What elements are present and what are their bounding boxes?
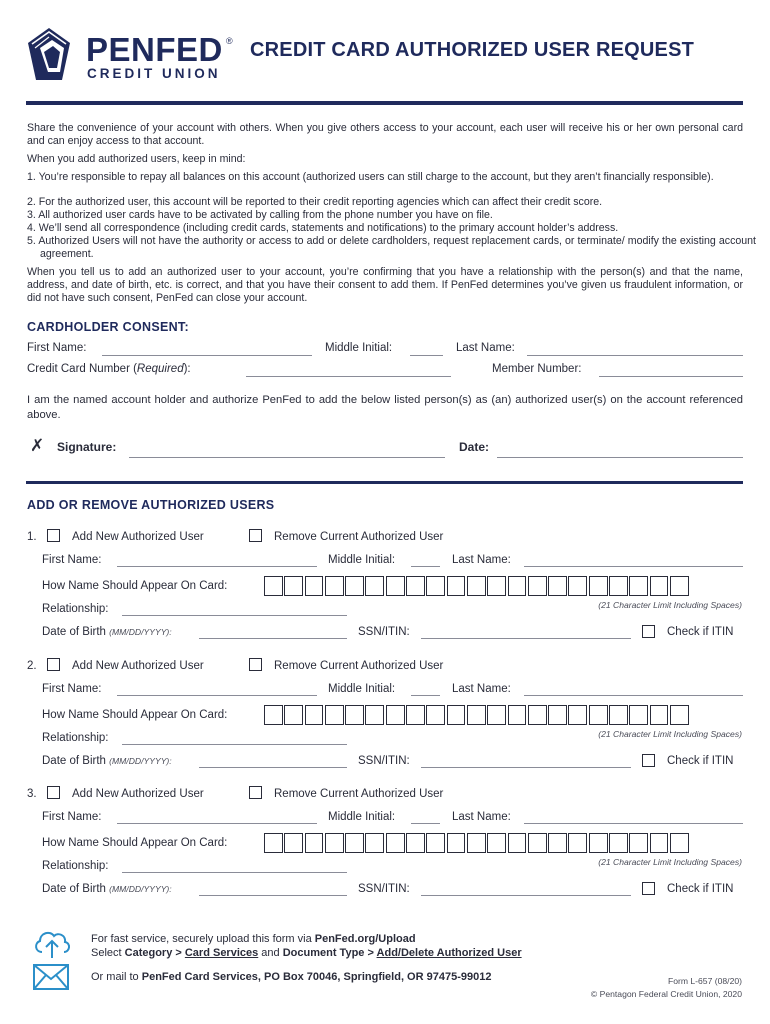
ssn-label: SSN/ITIN: <box>358 883 410 895</box>
mail-instruction: Or mail to PenFed Card Services, PO Box 70046, Springfield, OR 97475-99012 <box>91 971 492 983</box>
card-name-boxes <box>264 705 690 725</box>
char-box[interactable] <box>264 576 283 596</box>
char-box[interactable] <box>264 833 283 853</box>
char-limit-note: (21 Character Limit Including Spaces) <box>598 857 742 867</box>
char-box[interactable] <box>508 833 527 853</box>
char-box[interactable] <box>487 576 506 596</box>
page-title: CREDIT CARD AUTHORIZED USER REQUEST <box>250 39 695 61</box>
char-box[interactable] <box>386 833 405 853</box>
char-box[interactable] <box>447 576 466 596</box>
first-name-label: First Name: <box>27 342 87 354</box>
dob-label: Date of Birth (MM/DD/YYYY): <box>42 883 172 895</box>
date-field[interactable] <box>497 457 743 458</box>
char-box[interactable] <box>589 576 608 596</box>
char-box[interactable] <box>528 576 547 596</box>
logo-subtitle: CREDIT UNION <box>87 66 221 81</box>
sign-here-icon: ✗ <box>30 436 45 455</box>
logo-wordmark: PENFED <box>86 31 223 68</box>
first-name-field[interactable] <box>117 823 317 824</box>
first-name-field[interactable] <box>102 355 312 356</box>
char-box[interactable] <box>426 705 445 725</box>
char-box[interactable] <box>345 833 364 853</box>
first-name-field[interactable] <box>117 695 317 696</box>
penfed-logo-icon <box>26 26 72 82</box>
authorized-users-heading: ADD OR REMOVE AUTHORIZED USERS <box>27 498 275 512</box>
char-box[interactable] <box>447 833 466 853</box>
upload-cloud-icon <box>32 926 72 960</box>
list-item: 2. For the authorized user, this account will be reported to their credit reporting agencies which can affect their credit score. <box>27 196 603 208</box>
logo-registered: ® <box>226 36 233 46</box>
dob-label: Date of Birth (MM/DD/YYYY): <box>42 755 172 767</box>
char-box[interactable] <box>406 833 425 853</box>
remove-user-checkbox[interactable] <box>249 658 262 671</box>
signature-field[interactable] <box>129 457 445 458</box>
middle-initial-label: Middle Initial: <box>328 811 396 823</box>
char-box[interactable] <box>325 705 344 725</box>
char-box[interactable] <box>365 833 384 853</box>
add-user-checkbox[interactable] <box>47 529 60 542</box>
char-box[interactable] <box>467 833 486 853</box>
char-box[interactable] <box>650 705 669 725</box>
list-item: 3. All authorized user cards have to be activated by calling from the phone number you have on file. <box>27 209 493 221</box>
char-box[interactable] <box>365 705 384 725</box>
intro-keep-in-mind: When you add authorized users, keep in mind: <box>27 153 246 165</box>
char-box[interactable] <box>548 705 567 725</box>
user-number: 2. <box>27 660 37 672</box>
middle-initial-field[interactable] <box>410 355 443 356</box>
middle-initial-label: Middle Initial: <box>328 554 396 566</box>
char-box[interactable] <box>609 833 628 853</box>
char-box[interactable] <box>284 705 303 725</box>
intro-consent-paragraph: When you tell us to add an authorized user to your account, you’re confirming that you have a relationship with the person(s) and that the name, address, and date of birth, etc. is correct, and that you have their consent to add them. If PenFed determines you’ve given us fraudulent information, or did not have such consent, PenFed can close your account. <box>27 266 743 304</box>
date-label: Date: <box>459 440 490 454</box>
last-name-field[interactable] <box>527 355 743 356</box>
card-name-label: How Name Should Appear On Card: <box>42 837 228 849</box>
char-box[interactable] <box>325 576 344 596</box>
char-box[interactable] <box>609 705 628 725</box>
char-box[interactable] <box>426 576 445 596</box>
middle-initial-field[interactable] <box>411 823 440 824</box>
last-name-label: Last Name: <box>456 342 515 354</box>
char-box[interactable] <box>386 705 405 725</box>
first-name-field[interactable] <box>117 566 317 567</box>
char-box[interactable] <box>345 576 364 596</box>
middle-initial-label: Middle Initial: <box>328 683 396 695</box>
dob-field[interactable] <box>199 767 347 768</box>
card-number-label: Credit Card Number (Required): <box>27 363 191 375</box>
char-box[interactable] <box>589 705 608 725</box>
last-name-label: Last Name: <box>452 554 511 566</box>
authorization-statement: I am the named account holder and authorize PenFed to add the below listed person(s) as (an) authorized user(s) on the account referenced above. <box>27 394 743 421</box>
char-box[interactable] <box>609 576 628 596</box>
list-item: 1. You’re responsible to repay all balances on this account (authorized users can still charge to the account, but they aren’t financially responsible). <box>27 171 714 183</box>
char-box[interactable] <box>650 576 669 596</box>
upload-link[interactable]: PenFed.org/Upload <box>314 933 416 945</box>
relationship-label: Relationship: <box>42 603 109 615</box>
char-box[interactable] <box>548 576 567 596</box>
user-number: 3. <box>27 788 37 800</box>
first-name-label: First Name: <box>42 811 102 823</box>
relationship-label: Relationship: <box>42 860 109 872</box>
itin-label: Check if ITIN <box>667 626 734 638</box>
ssn-field[interactable] <box>421 638 631 639</box>
card-number-field[interactable] <box>246 376 451 377</box>
last-name-field[interactable] <box>524 566 743 567</box>
card-name-boxes <box>264 833 690 853</box>
card-name-label: How Name Should Appear On Card: <box>42 580 228 592</box>
char-box[interactable] <box>426 833 445 853</box>
char-box[interactable] <box>528 705 547 725</box>
signature-label: Signature: <box>57 440 117 454</box>
char-box[interactable] <box>325 833 344 853</box>
char-box[interactable] <box>305 833 324 853</box>
relationship-field[interactable] <box>122 872 347 873</box>
char-limit-note: (21 Character Limit Including Spaces) <box>598 600 742 610</box>
char-box[interactable] <box>305 576 324 596</box>
remove-user-checkbox[interactable] <box>249 786 262 799</box>
relationship-field[interactable] <box>122 744 347 745</box>
char-box[interactable] <box>305 705 324 725</box>
card-name-boxes <box>264 576 690 596</box>
dob-field[interactable] <box>199 895 347 896</box>
remove-user-checkbox[interactable] <box>249 529 262 542</box>
char-box[interactable] <box>467 576 486 596</box>
itin-checkbox[interactable] <box>642 754 655 767</box>
first-name-label: First Name: <box>42 554 102 566</box>
char-box[interactable] <box>447 705 466 725</box>
char-box[interactable] <box>589 833 608 853</box>
add-user-label: Add New Authorized User <box>72 788 204 800</box>
ssn-field[interactable] <box>421 767 631 768</box>
member-number-label: Member Number: <box>492 363 582 375</box>
char-box[interactable] <box>568 833 587 853</box>
char-box[interactable] <box>528 833 547 853</box>
card-name-label: How Name Should Appear On Card: <box>42 709 228 721</box>
list-item: 4. We’ll send all correspondence (including credit cards, statements and notifications) to the primary account holder’s address. <box>27 222 619 234</box>
ssn-label: SSN/ITIN: <box>358 755 410 767</box>
remove-user-label: Remove Current Authorized User <box>274 660 444 672</box>
ssn-label: SSN/ITIN: <box>358 626 410 638</box>
char-box[interactable] <box>670 833 689 853</box>
middle-initial-field[interactable] <box>411 695 440 696</box>
char-box[interactable] <box>629 705 648 725</box>
middle-initial-label: Middle Initial: <box>325 342 393 354</box>
upload-category-instruction: Select Category > Card Services and Document Type > Add/Delete Authorized User <box>91 947 522 959</box>
char-box[interactable] <box>386 576 405 596</box>
char-box[interactable] <box>487 705 506 725</box>
char-box[interactable] <box>487 833 506 853</box>
intro-paragraph: Share the convenience of your account with others. When you give others access to your account, each user will receive his or her own personal card and can enjoy access to that account. <box>27 122 743 147</box>
char-box[interactable] <box>568 705 587 725</box>
relationship-label: Relationship: <box>42 732 109 744</box>
remove-user-label: Remove Current Authorized User <box>274 531 444 543</box>
add-user-checkbox[interactable] <box>47 786 60 799</box>
last-name-label: Last Name: <box>452 811 511 823</box>
char-box[interactable] <box>284 576 303 596</box>
char-box[interactable] <box>650 833 669 853</box>
char-box[interactable] <box>345 705 364 725</box>
last-name-field[interactable] <box>524 823 743 824</box>
form-number: Form L-657 (08/20) <box>667 976 742 986</box>
char-box[interactable] <box>670 705 689 725</box>
char-box[interactable] <box>284 833 303 853</box>
char-box[interactable] <box>670 576 689 596</box>
char-box[interactable] <box>467 705 486 725</box>
cardholder-consent-heading: CARDHOLDER CONSENT: <box>27 320 189 334</box>
user-number: 1. <box>27 531 37 543</box>
header-rule <box>26 101 743 105</box>
char-limit-note: (21 Character Limit Including Spaces) <box>598 729 742 739</box>
middle-initial-field[interactable] <box>411 566 440 567</box>
itin-label: Check if ITIN <box>667 883 734 895</box>
char-box[interactable] <box>629 833 648 853</box>
char-box[interactable] <box>548 833 567 853</box>
dob-label: Date of Birth (MM/DD/YYYY): <box>42 626 172 638</box>
add-user-checkbox[interactable] <box>47 658 60 671</box>
char-box[interactable] <box>568 576 587 596</box>
itin-checkbox[interactable] <box>642 882 655 895</box>
member-number-field[interactable] <box>599 376 743 377</box>
char-box[interactable] <box>406 576 425 596</box>
itin-label: Check if ITIN <box>667 755 734 767</box>
char-box[interactable] <box>629 576 648 596</box>
list-item: 5. Authorized Users will not have the authority or access to add or delete cardholders, request replacement cards, or terminate/ modify the existing account agreement. <box>27 235 756 260</box>
char-box[interactable] <box>365 576 384 596</box>
char-box[interactable] <box>508 705 527 725</box>
first-name-label: First Name: <box>42 683 102 695</box>
copyright: © Pentagon Federal Credit Union, 2020 <box>590 989 742 999</box>
add-user-label: Add New Authorized User <box>72 531 204 543</box>
itin-checkbox[interactable] <box>642 625 655 638</box>
dob-field[interactable] <box>199 638 347 639</box>
relationship-field[interactable] <box>122 615 347 616</box>
char-box[interactable] <box>264 705 283 725</box>
char-box[interactable] <box>406 705 425 725</box>
section-rule <box>26 481 743 484</box>
ssn-field[interactable] <box>421 895 631 896</box>
last-name-field[interactable] <box>524 695 743 696</box>
mail-envelope-icon <box>33 964 69 990</box>
add-user-label: Add New Authorized User <box>72 660 204 672</box>
char-box[interactable] <box>508 576 527 596</box>
upload-instruction: For fast service, securely upload this form via PenFed.org/Upload <box>91 933 416 945</box>
remove-user-label: Remove Current Authorized User <box>274 788 444 800</box>
last-name-label: Last Name: <box>452 683 511 695</box>
